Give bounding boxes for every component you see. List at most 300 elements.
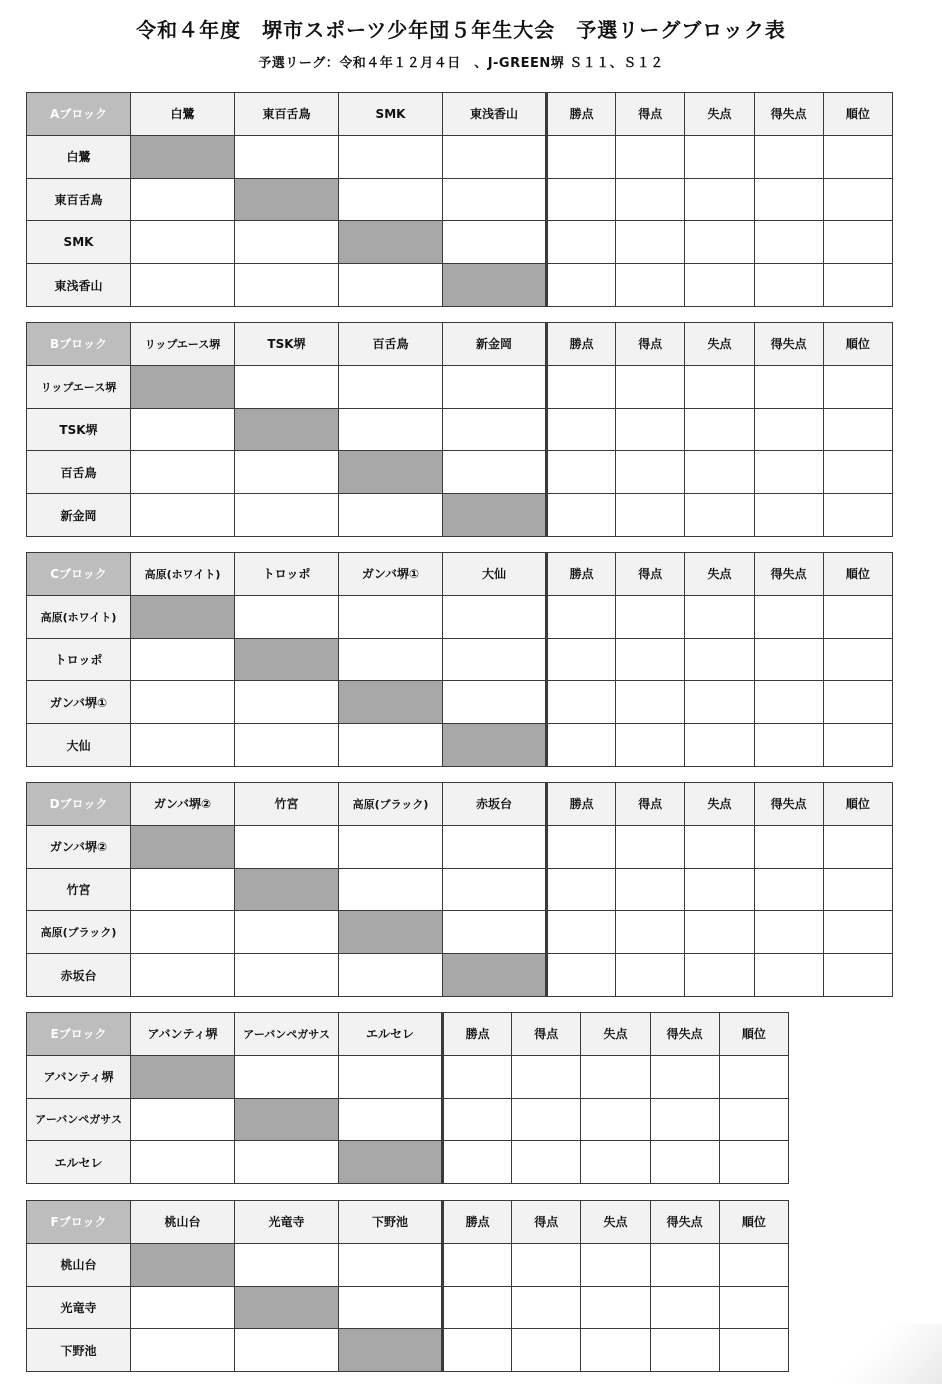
stat-header: 得失点: [754, 93, 823, 136]
stat-header: 得点: [512, 1013, 581, 1056]
stat-cell: [512, 1055, 581, 1098]
stat-cell: [823, 595, 892, 638]
stat-cell: [754, 954, 823, 997]
self-match-cell: [131, 595, 235, 638]
self-match-cell: [235, 1286, 339, 1329]
stat-cell: [547, 221, 616, 264]
stat-cell: [685, 868, 754, 911]
result-cell: [443, 595, 547, 638]
stat-cell: [616, 178, 685, 221]
page-corner-shadow: [822, 1324, 942, 1384]
row-team-name: ガンバ堺②: [27, 825, 131, 868]
stat-header: 勝点: [443, 1013, 512, 1056]
table-row: [27, 178, 893, 221]
self-match-cell: [339, 451, 443, 494]
stat-cell: [823, 494, 892, 537]
stat-header: 得点: [616, 93, 685, 136]
self-match-cell: [131, 365, 235, 408]
stat-cell: [719, 1243, 788, 1286]
result-cell: [131, 1286, 235, 1329]
stat-cell: [754, 868, 823, 911]
table-row: [27, 365, 893, 408]
stat-cell: [823, 911, 892, 954]
stat-header: 得点: [616, 323, 685, 366]
stat-header: 得失点: [650, 1013, 719, 1056]
column-team-name: 桃山台: [131, 1201, 235, 1244]
table-header-row: [27, 323, 893, 366]
stat-cell: [443, 1055, 512, 1098]
stat-cell: [650, 1329, 719, 1372]
table-header-row: [27, 1201, 789, 1244]
stat-cell: [719, 1098, 788, 1141]
column-team-name: 東浅香山: [443, 93, 547, 136]
stat-cell: [823, 681, 892, 724]
stat-cell: [650, 1055, 719, 1098]
stat-cell: [754, 825, 823, 868]
stat-header: 順位: [823, 553, 892, 596]
league-table-3: [26, 552, 893, 767]
stat-cell: [685, 365, 754, 408]
block-label: Eブロック: [27, 1013, 131, 1056]
stat-header: 失点: [685, 783, 754, 826]
stat-cell: [685, 451, 754, 494]
stat-cell: [719, 1055, 788, 1098]
stat-cell: [616, 221, 685, 264]
league-table-1: [26, 92, 893, 307]
row-team-name: 光竜寺: [27, 1286, 131, 1329]
result-cell: [443, 451, 547, 494]
result-cell: [443, 408, 547, 451]
result-cell: [339, 264, 443, 307]
stat-cell: [754, 724, 823, 767]
self-match-cell: [235, 1098, 339, 1141]
self-match-cell: [131, 1055, 235, 1098]
table-row: [27, 494, 893, 537]
stat-header: 失点: [685, 93, 754, 136]
result-cell: [339, 1286, 443, 1329]
stat-cell: [443, 1243, 512, 1286]
result-cell: [235, 1243, 339, 1286]
stat-header: 得失点: [754, 323, 823, 366]
result-cell: [339, 135, 443, 178]
stat-cell: [547, 825, 616, 868]
result-cell: [235, 954, 339, 997]
table-row: [27, 724, 893, 767]
column-team-name: 高原(ホワイト): [131, 553, 235, 596]
column-team-name: 下野池: [339, 1201, 443, 1244]
self-match-cell: [235, 408, 339, 451]
stat-header: 勝点: [547, 323, 616, 366]
stat-cell: [616, 954, 685, 997]
result-cell: [339, 724, 443, 767]
result-cell: [443, 178, 547, 221]
stat-cell: [547, 365, 616, 408]
result-cell: [235, 221, 339, 264]
stat-cell: [616, 681, 685, 724]
result-cell: [235, 1141, 339, 1184]
table-row: [27, 135, 893, 178]
column-team-name: 東百舌鳥: [235, 93, 339, 136]
stat-cell: [547, 954, 616, 997]
row-team-name: アバンティ堺: [27, 1055, 131, 1098]
result-cell: [443, 681, 547, 724]
result-cell: [131, 408, 235, 451]
stat-header: 得失点: [754, 553, 823, 596]
stat-cell: [685, 408, 754, 451]
table-header-row: [27, 553, 893, 596]
result-cell: [443, 365, 547, 408]
row-team-name: ガンバ堺①: [27, 681, 131, 724]
result-cell: [235, 724, 339, 767]
row-team-name: 東百舌鳥: [27, 178, 131, 221]
result-cell: [339, 825, 443, 868]
stat-header: 得点: [616, 783, 685, 826]
column-team-name: 高原(ブラック): [339, 783, 443, 826]
stat-cell: [547, 638, 616, 681]
table-row: [27, 1243, 789, 1286]
stat-cell: [685, 595, 754, 638]
stat-cell: [685, 494, 754, 537]
stat-cell: [512, 1243, 581, 1286]
column-team-name: 新金岡: [443, 323, 547, 366]
table-row: [27, 451, 893, 494]
stat-cell: [685, 954, 754, 997]
result-cell: [235, 1055, 339, 1098]
stat-cell: [616, 408, 685, 451]
table-row: [27, 1329, 789, 1372]
stat-cell: [823, 365, 892, 408]
self-match-cell: [339, 221, 443, 264]
row-team-name: 高原(ホワイト): [27, 595, 131, 638]
stat-cell: [443, 1098, 512, 1141]
stat-header: 得点: [616, 553, 685, 596]
result-cell: [235, 451, 339, 494]
stat-cell: [685, 638, 754, 681]
row-team-name: 下野池: [27, 1329, 131, 1372]
stat-cell: [547, 868, 616, 911]
stat-cell: [616, 494, 685, 537]
result-cell: [339, 178, 443, 221]
result-cell: [443, 135, 547, 178]
stat-cell: [650, 1141, 719, 1184]
result-cell: [235, 264, 339, 307]
block-label: Aブロック: [27, 93, 131, 136]
stat-cell: [685, 681, 754, 724]
self-match-cell: [235, 868, 339, 911]
stat-cell: [443, 1141, 512, 1184]
stat-cell: [616, 451, 685, 494]
stat-cell: [754, 178, 823, 221]
stat-header: 順位: [823, 93, 892, 136]
stat-cell: [754, 681, 823, 724]
row-team-name: 桃山台: [27, 1243, 131, 1286]
stat-cell: [823, 178, 892, 221]
league-table-5: [26, 1012, 789, 1184]
column-team-name: 赤坂台: [443, 783, 547, 826]
row-team-name: 新金岡: [27, 494, 131, 537]
row-team-name: 赤坂台: [27, 954, 131, 997]
self-match-cell: [339, 681, 443, 724]
stat-cell: [823, 221, 892, 264]
stat-cell: [547, 595, 616, 638]
stat-cell: [754, 595, 823, 638]
stat-cell: [685, 221, 754, 264]
stat-cell: [616, 868, 685, 911]
column-team-name: 竹宮: [235, 783, 339, 826]
row-team-name: 東浅香山: [27, 264, 131, 307]
table-row: [27, 408, 893, 451]
page-title: 令和４年度 堺市スポーツ少年団５年生大会 予選リーグブロック表: [136, 18, 786, 42]
stat-cell: [823, 264, 892, 307]
stat-header: 勝点: [547, 93, 616, 136]
self-match-cell: [339, 911, 443, 954]
stat-cell: [547, 911, 616, 954]
stat-cell: [650, 1286, 719, 1329]
row-team-name: エルセレ: [27, 1141, 131, 1184]
stat-header: 得点: [512, 1201, 581, 1244]
column-team-name: アーバンペガサス: [235, 1013, 339, 1056]
stat-cell: [823, 954, 892, 997]
column-team-name: トロッポ: [235, 553, 339, 596]
column-team-name: エルセレ: [339, 1013, 443, 1056]
self-match-cell: [339, 1329, 443, 1372]
result-cell: [131, 1141, 235, 1184]
result-cell: [131, 868, 235, 911]
self-match-cell: [443, 264, 547, 307]
self-match-cell: [339, 1141, 443, 1184]
table-row: [27, 595, 893, 638]
self-match-cell: [235, 178, 339, 221]
table-row: [27, 825, 893, 868]
table-row: [27, 1141, 789, 1184]
block-label: Fブロック: [27, 1201, 131, 1244]
stat-cell: [512, 1098, 581, 1141]
table-row: [27, 1098, 789, 1141]
stat-cell: [581, 1286, 650, 1329]
stat-cell: [754, 638, 823, 681]
stat-cell: [512, 1286, 581, 1329]
stat-cell: [754, 451, 823, 494]
table-row: [27, 911, 893, 954]
self-match-cell: [131, 1243, 235, 1286]
table-row: [27, 681, 893, 724]
result-cell: [235, 365, 339, 408]
stat-cell: [719, 1329, 788, 1372]
stat-cell: [823, 408, 892, 451]
result-cell: [443, 911, 547, 954]
stat-cell: [581, 1329, 650, 1372]
stat-cell: [685, 135, 754, 178]
result-cell: [131, 724, 235, 767]
stat-header: 失点: [685, 323, 754, 366]
stat-cell: [754, 264, 823, 307]
stat-cell: [616, 365, 685, 408]
result-cell: [339, 494, 443, 537]
stat-cell: [754, 221, 823, 264]
result-cell: [131, 681, 235, 724]
stat-cell: [685, 264, 754, 307]
self-match-cell: [235, 638, 339, 681]
self-match-cell: [443, 724, 547, 767]
stat-cell: [547, 681, 616, 724]
stat-cell: [616, 135, 685, 178]
block-label: Cブロック: [27, 553, 131, 596]
stat-header: 勝点: [547, 783, 616, 826]
table-header-row: [27, 783, 893, 826]
league-table-2: [26, 322, 893, 537]
stat-cell: [823, 638, 892, 681]
result-cell: [339, 408, 443, 451]
table-header-row: [27, 93, 893, 136]
stat-cell: [823, 868, 892, 911]
stat-cell: [823, 825, 892, 868]
stat-cell: [685, 911, 754, 954]
row-team-name: アーバンペガサス: [27, 1098, 131, 1141]
table-row: [27, 264, 893, 307]
stat-cell: [547, 264, 616, 307]
table-row: [27, 954, 893, 997]
result-cell: [443, 221, 547, 264]
table-row: [27, 868, 893, 911]
stat-cell: [581, 1055, 650, 1098]
column-team-name: 光竜寺: [235, 1201, 339, 1244]
table-row: [27, 1286, 789, 1329]
column-team-name: リップエース堺: [131, 323, 235, 366]
league-table-6: [26, 1200, 789, 1372]
stat-cell: [754, 911, 823, 954]
table-row: [27, 1055, 789, 1098]
row-team-name: SMK: [27, 221, 131, 264]
result-cell: [131, 638, 235, 681]
stat-cell: [581, 1141, 650, 1184]
result-cell: [339, 638, 443, 681]
stat-cell: [754, 365, 823, 408]
result-cell: [339, 595, 443, 638]
row-team-name: 高原(ブラック): [27, 911, 131, 954]
stat-cell: [754, 494, 823, 537]
result-cell: [235, 911, 339, 954]
stat-cell: [547, 135, 616, 178]
league-table-4: [26, 782, 893, 997]
row-team-name: トロッポ: [27, 638, 131, 681]
stat-cell: [581, 1098, 650, 1141]
stat-cell: [512, 1141, 581, 1184]
stat-header: 順位: [719, 1201, 788, 1244]
result-cell: [235, 595, 339, 638]
stat-cell: [443, 1286, 512, 1329]
result-cell: [131, 494, 235, 537]
stat-cell: [616, 724, 685, 767]
stat-cell: [547, 451, 616, 494]
stat-cell: [754, 135, 823, 178]
block-label: Dブロック: [27, 783, 131, 826]
stat-cell: [616, 825, 685, 868]
stat-header: 勝点: [443, 1201, 512, 1244]
stat-cell: [823, 451, 892, 494]
stat-cell: [616, 911, 685, 954]
table-header-row: [27, 1013, 789, 1056]
result-cell: [235, 494, 339, 537]
result-cell: [131, 1098, 235, 1141]
page-subtitle: 予選リーグ：令和４年１２月４日 、J-GREEN堺 Ｓ１１、Ｓ１２: [258, 56, 664, 71]
stat-header: 失点: [581, 1013, 650, 1056]
table-row: [27, 221, 893, 264]
result-cell: [131, 178, 235, 221]
result-cell: [131, 221, 235, 264]
column-team-name: 大仙: [443, 553, 547, 596]
result-cell: [131, 954, 235, 997]
stat-cell: [685, 178, 754, 221]
row-team-name: 百舌鳥: [27, 451, 131, 494]
stat-cell: [547, 494, 616, 537]
stat-cell: [685, 724, 754, 767]
stat-cell: [547, 178, 616, 221]
block-label: Bブロック: [27, 323, 131, 366]
result-cell: [235, 1329, 339, 1372]
stat-cell: [823, 135, 892, 178]
result-cell: [339, 954, 443, 997]
stat-cell: [719, 1286, 788, 1329]
self-match-cell: [443, 954, 547, 997]
result-cell: [443, 638, 547, 681]
stat-header: 得失点: [754, 783, 823, 826]
stat-cell: [581, 1243, 650, 1286]
result-cell: [339, 868, 443, 911]
stat-cell: [616, 638, 685, 681]
stat-cell: [719, 1141, 788, 1184]
result-cell: [339, 1055, 443, 1098]
stat-cell: [823, 724, 892, 767]
stat-header: 順位: [719, 1013, 788, 1056]
self-match-cell: [443, 494, 547, 537]
stat-cell: [547, 724, 616, 767]
stat-header: 得失点: [650, 1201, 719, 1244]
stat-cell: [443, 1329, 512, 1372]
result-cell: [131, 451, 235, 494]
result-cell: [339, 1098, 443, 1141]
stat-cell: [754, 408, 823, 451]
stat-cell: [616, 264, 685, 307]
result-cell: [339, 365, 443, 408]
row-team-name: 大仙: [27, 724, 131, 767]
stat-cell: [512, 1329, 581, 1372]
stat-header: 順位: [823, 323, 892, 366]
result-cell: [235, 681, 339, 724]
column-team-name: ガンバ堺①: [339, 553, 443, 596]
column-team-name: SMK: [339, 93, 443, 136]
stat-header: 順位: [823, 783, 892, 826]
column-team-name: 百舌鳥: [339, 323, 443, 366]
stat-cell: [650, 1243, 719, 1286]
self-match-cell: [131, 135, 235, 178]
stat-cell: [650, 1098, 719, 1141]
table-row: [27, 638, 893, 681]
self-match-cell: [131, 825, 235, 868]
row-team-name: 白鷺: [27, 135, 131, 178]
result-cell: [235, 135, 339, 178]
row-team-name: 竹宮: [27, 868, 131, 911]
stat-cell: [616, 595, 685, 638]
result-cell: [339, 1243, 443, 1286]
result-cell: [131, 1329, 235, 1372]
result-cell: [131, 911, 235, 954]
row-team-name: リップエース堺: [27, 365, 131, 408]
result-cell: [131, 264, 235, 307]
stat-cell: [547, 408, 616, 451]
stat-cell: [685, 825, 754, 868]
stat-header: 勝点: [547, 553, 616, 596]
column-team-name: 白鷺: [131, 93, 235, 136]
